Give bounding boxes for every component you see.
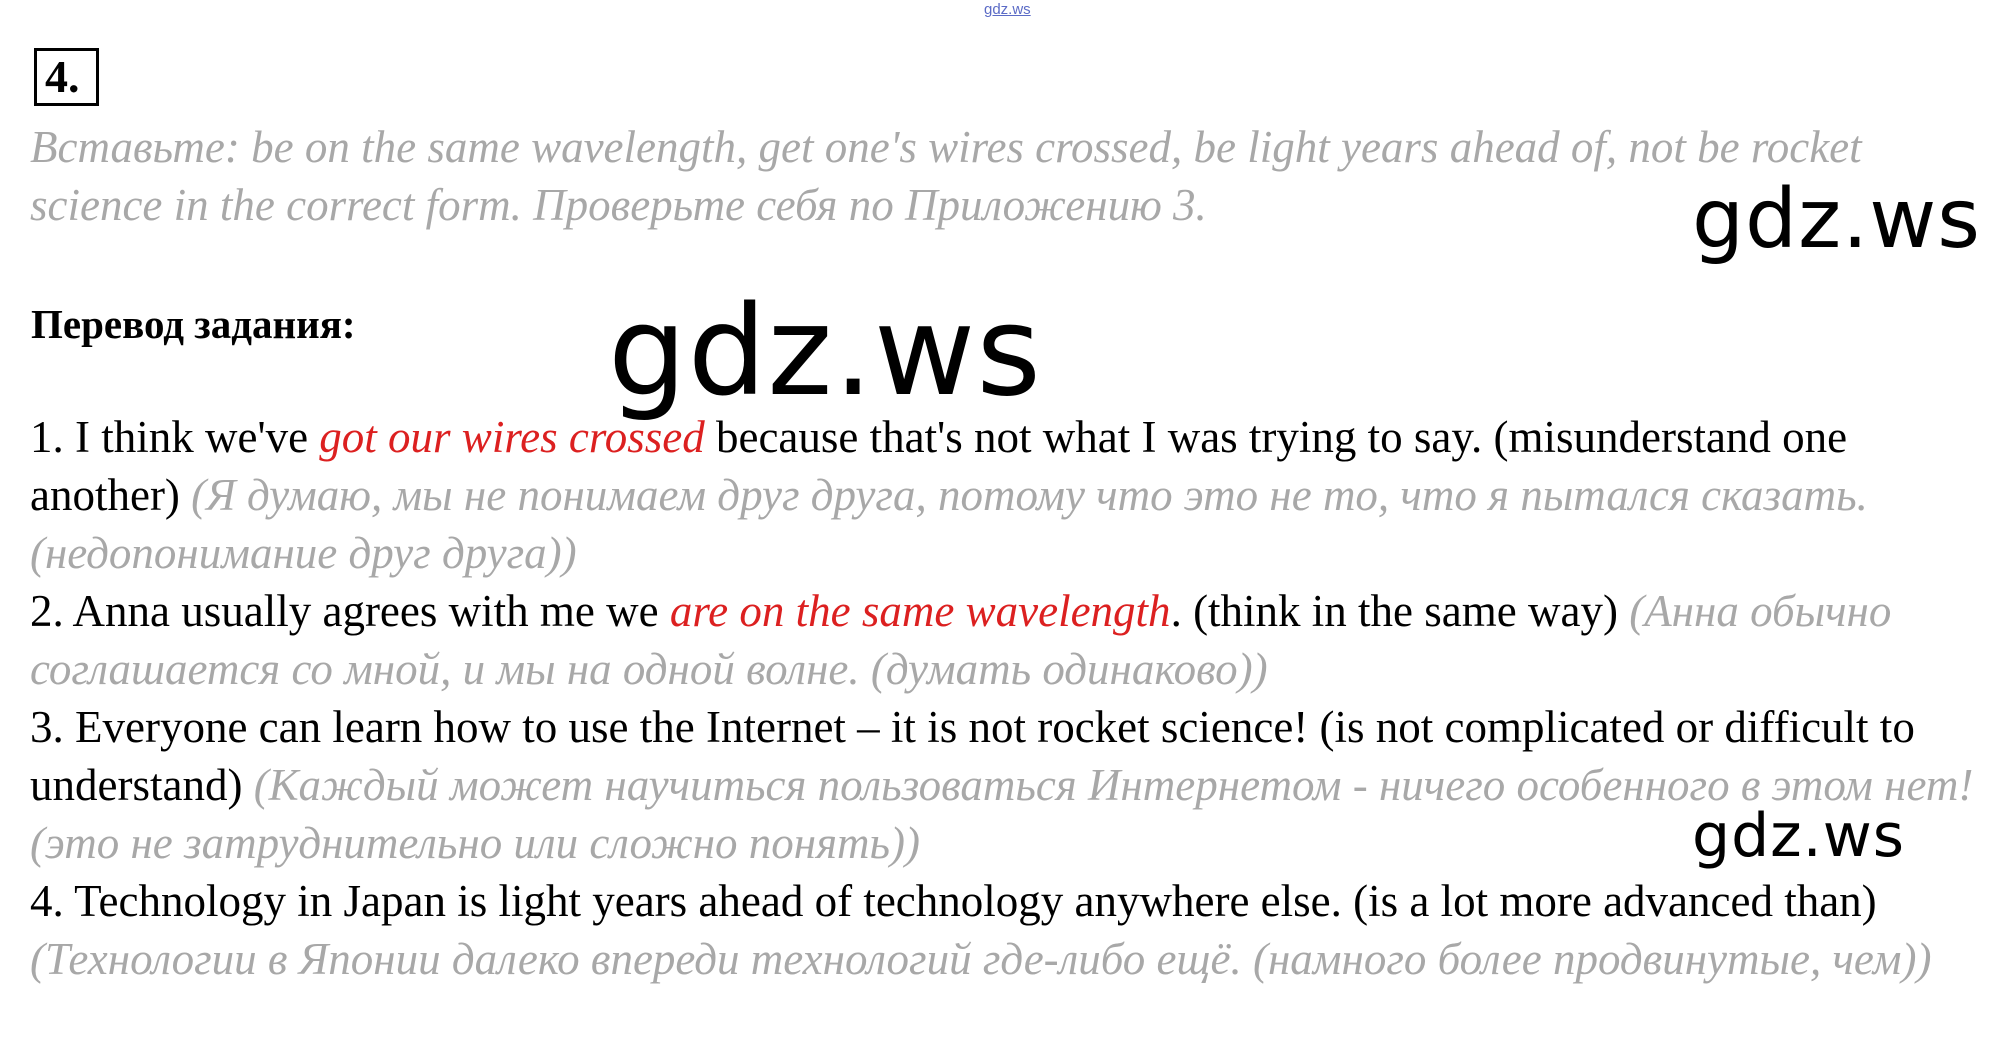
watermark-logo-right: gdz.ws <box>1692 172 1981 267</box>
sentence-text: 4. Technology in Japan is light years ahead of technology anywhere else. (is a lot more advanced than) <box>30 876 1877 926</box>
sentence-item-4 <box>30 872 1990 988</box>
exercise-number-box: 4. <box>34 48 99 106</box>
watermark-logo-center: gdz.ws <box>608 280 1042 424</box>
sentence-item-1 <box>30 408 1990 582</box>
sentence-text-tail: . (think in the same way) <box>1170 586 1630 636</box>
exercise-instruction: Вставьте: be on the same wavelength, get one's wires crossed, be light years ahead of, not be rocket science in the correct form. Проверьте себя по Приложению 3. <box>30 122 1862 230</box>
sentence-text: 2. Anna usually agrees with me we <box>30 586 670 636</box>
sentence-text: 1. I think we've <box>30 412 320 462</box>
answer-phrase: got our wires crossed <box>319 412 705 462</box>
sentence-text: 3. Everyone can learn how to use the Internet – it is not rocket science! (is not complicated or difficult to understand) <box>30 702 1915 810</box>
russian-translation: (Технологии в Японии далеко впереди технологий где-либо ещё. (намного более продвинутые, чем)) <box>30 934 1932 984</box>
task-translation-heading: Перевод задания: <box>31 301 356 347</box>
russian-translation: (Анна обычно соглашается со мной, и мы на одной волне. (думать одинаково)) <box>30 586 1892 694</box>
watermark-logo-bottom-right: gdz.ws <box>1692 801 1906 871</box>
russian-translation: (Я думаю, мы не понимаем друг друга, потому что это не то, что я пытался сказать. (недопонимание друг друга)) <box>30 470 1868 578</box>
sentence-list <box>30 408 1990 988</box>
sentence-item-2 <box>30 582 1990 698</box>
sentence-text-tail: because that's not what I was trying to say. (misunderstand one another) <box>30 412 1848 520</box>
russian-translation: (Каждый может научиться пользоваться Интернетом - ничего особенного в этом нет! (это не затруднительно или сложно понять)) <box>30 760 1974 868</box>
top-watermark-link[interactable]: gdz.ws <box>984 1 1031 18</box>
answer-phrase: are on the same wavelength <box>669 586 1171 636</box>
